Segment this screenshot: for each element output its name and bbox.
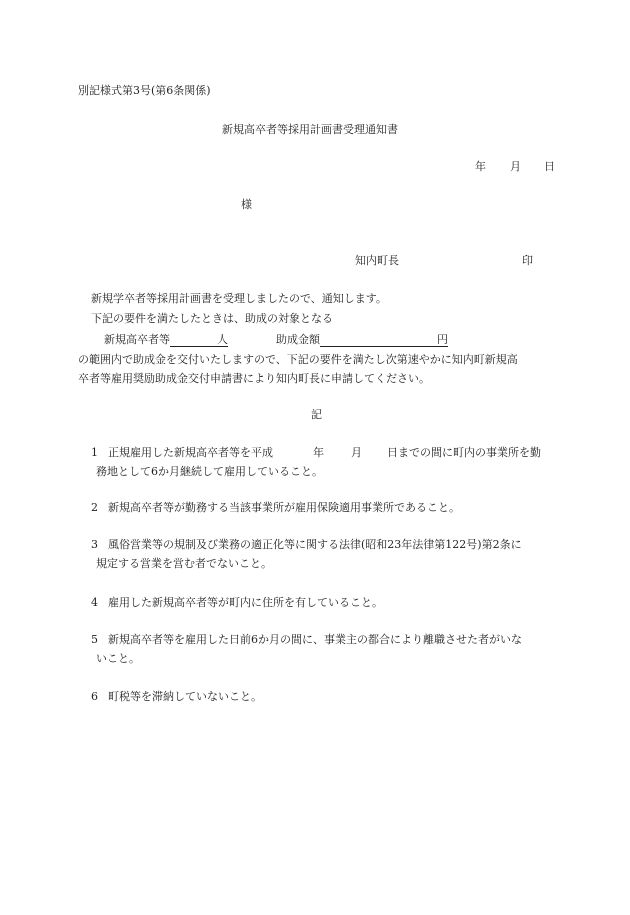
requirement-year-label: 年 <box>313 446 324 459</box>
requirement-month-label: 月 <box>351 446 362 459</box>
requirement-number: 1 <box>91 446 98 459</box>
requirement-text: 雇用した新規高卒者等が町内に住所を有していること。 <box>108 596 383 609</box>
requirement-number: 2 <box>91 501 98 514</box>
subsidy-amount-label: 助成金額 <box>276 333 320 346</box>
form-number: 別記様式第3号(第6条関係) <box>78 84 211 97</box>
date-month-label: 月 <box>510 160 521 173</box>
requirement-text: 正規雇用した新規高卒者等を平成 <box>108 446 273 459</box>
requirement-text: 新規高卒者等を雇用した日前6か月の間に、事業主の都合により離職させた者がいな <box>108 633 522 646</box>
requirement-text-wrap: 規定する営業を営む者でないこと。 <box>96 557 272 570</box>
date-year-label: 年 <box>475 160 486 173</box>
subsidy-count-label: 新規高卒者等 <box>104 333 170 346</box>
intro-line-1: 新規学卒者等採用計画書を受理しましたので、通知します。 <box>91 292 387 305</box>
subsidy-row <box>104 334 448 347</box>
requirement-number: 5 <box>91 633 98 646</box>
issuer-seal: 印 <box>522 254 533 267</box>
body-line-1: の範囲内で助成金を交付いたしますので、下記の要件を満たし次第速やかに知内町新規高 <box>78 353 518 366</box>
intro-line-2: 下記の要件を満たしたときは、助成の対象となる <box>91 312 333 325</box>
requirement-text: 風俗営業等の規制及び業務の適正化等に関する法律(昭和23年法律第122号)第2条に <box>108 538 522 551</box>
document-title: 新規高卒者等採用計画書受理通知書 <box>222 123 398 136</box>
requirement-text-wrap: 務地として6か月継続して雇用していること。 <box>96 465 323 478</box>
date-day-label: 日 <box>544 160 555 173</box>
issuer-name: 知内町長 <box>355 254 399 267</box>
requirement-text-cont: 日までの間に町内の事業所を勤 <box>387 446 541 459</box>
body-line-2: 卒者等雇用奨励助成金交付申請書により知内町長に申請してください。 <box>78 372 430 385</box>
requirement-text: 新規高卒者等が勤務する当該事業所が雇用保険適用事業所であること。 <box>108 501 460 514</box>
subsidy-count-field <box>170 334 228 347</box>
subsidy-count-unit: 人 <box>217 333 228 346</box>
subsidy-amount-unit: 円 <box>437 333 448 346</box>
requirement-number: 3 <box>91 538 98 551</box>
requirement-number: 6 <box>91 690 98 703</box>
ki-heading: 記 <box>311 408 322 421</box>
requirement-text: 町税等を滞納していないこと。 <box>108 690 262 703</box>
requirement-number: 4 <box>91 596 98 609</box>
subsidy-amount-field <box>320 334 448 347</box>
recipient-honorific: 様 <box>241 198 252 211</box>
requirement-text-wrap: いこと。 <box>96 652 140 665</box>
